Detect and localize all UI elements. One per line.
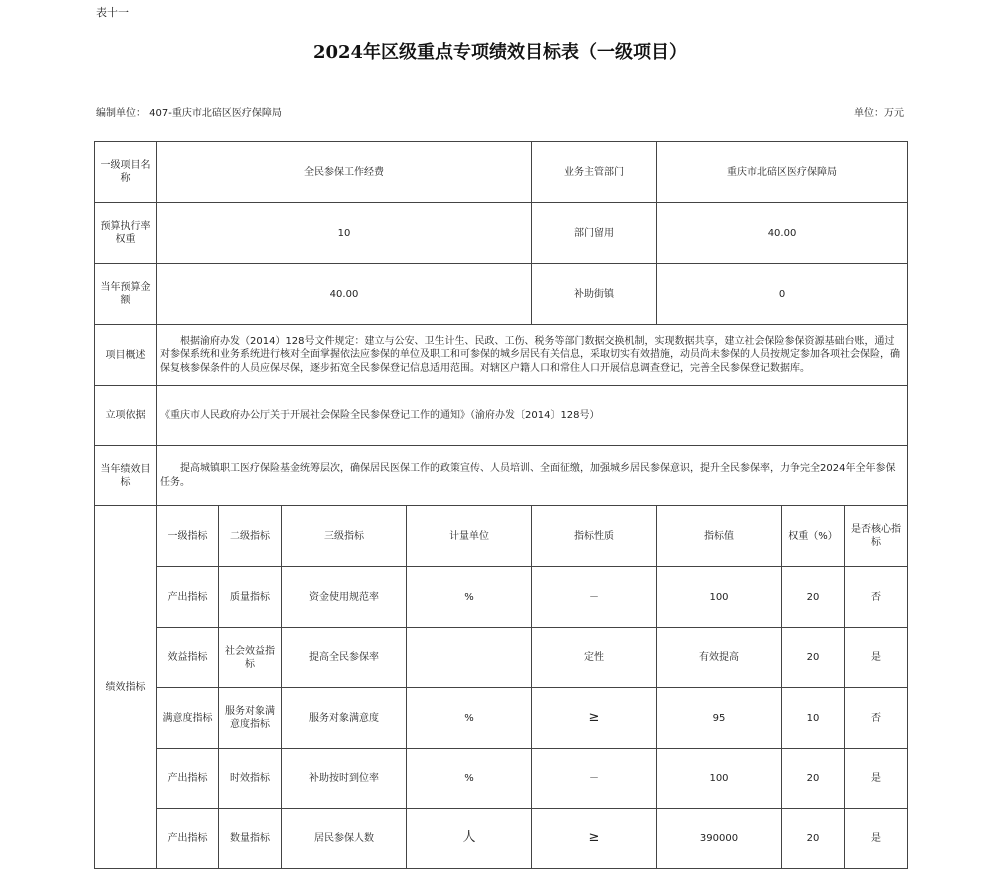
level2-cell: 时效指标 (219, 749, 282, 809)
target-value-cell: 100 (657, 567, 782, 628)
basis-text: 《重庆市人民政府办公厅关于开展社会保险全民参保登记工作的通知》（渝府办发〔2014〕128号） (157, 386, 908, 446)
weight-cell: 20 (782, 749, 845, 809)
column-header: 指标性质 (532, 506, 657, 567)
column-header: 是否核心指标 (845, 506, 908, 567)
performance-target-table (94, 141, 908, 869)
weight-label: 预算执行率权重 (95, 203, 157, 264)
dept-label: 业务主管部门 (532, 142, 657, 203)
column-header: 二级指标 (219, 506, 282, 567)
nature-cell: ≥ (532, 809, 657, 869)
info-row (95, 264, 908, 325)
unit-cell: % (407, 567, 532, 628)
level3-cell: 补助按时到位率 (282, 749, 407, 809)
level1-cell: 效益指标 (157, 628, 219, 688)
core-flag-cell: 是 (845, 749, 908, 809)
column-header: 三级指标 (282, 506, 407, 567)
weight-value: 10 (157, 203, 532, 264)
basis-label: 立项依据 (95, 386, 157, 446)
unit-cell: 人 (407, 809, 532, 869)
level3-cell: 居民参保人数 (282, 809, 407, 869)
goal-cell (157, 446, 908, 506)
column-header: 权重（%） (782, 506, 845, 567)
info-row (95, 203, 908, 264)
unit-cell (407, 628, 532, 688)
target-value-cell: 有效提高 (657, 628, 782, 688)
overview-label: 项目概述 (95, 325, 157, 386)
column-header: 一级指标 (157, 506, 219, 567)
level2-cell: 数量指标 (219, 809, 282, 869)
info-row (95, 386, 908, 446)
budget-value: 40.00 (157, 264, 532, 325)
info-row (95, 446, 908, 506)
target-value-cell: 95 (657, 688, 782, 749)
nature-cell: ≥ (532, 688, 657, 749)
unit-cell: % (407, 749, 532, 809)
level3-cell: 提高全民参保率 (282, 628, 407, 688)
core-flag-cell: 是 (845, 809, 908, 869)
level2-cell: 质量指标 (219, 567, 282, 628)
goal-text: 提高城镇职工医疗保险基金统筹层次，确保居民医保工作的政策宣传、人员培训、全面征缴，加强城乡居民参保意识，提升全民参保率，力争完全2024年全年参保任务。 (160, 463, 896, 488)
level1-cell: 产出指标 (157, 567, 219, 628)
project-name-label: 一级项目名称 (95, 142, 157, 203)
table-number-label: 表十一 (96, 6, 129, 19)
table-row (95, 749, 908, 809)
core-flag-cell: 否 (845, 567, 908, 628)
budget-label: 当年预算金额 (95, 264, 157, 325)
nature-cell: 定性 (532, 628, 657, 688)
info-row (95, 142, 908, 203)
project-name-value: 全民参保工作经费 (157, 142, 532, 203)
dept-retain-value: 40.00 (657, 203, 908, 264)
weight-cell: 10 (782, 688, 845, 749)
table-row (95, 628, 908, 688)
target-value-cell: 390000 (657, 809, 782, 869)
level3-cell: 资金使用规范率 (282, 567, 407, 628)
dept-retain-label: 部门留用 (532, 203, 657, 264)
level2-cell: 服务对象满意度指标 (219, 688, 282, 749)
target-value-cell: 100 (657, 749, 782, 809)
nature-cell: － (532, 567, 657, 628)
goal-label: 当年绩效目标 (95, 446, 157, 506)
weight-cell: 20 (782, 809, 845, 869)
core-flag-cell: 是 (845, 628, 908, 688)
unit-cell: % (407, 688, 532, 749)
dept-value: 重庆市北碚区医疗保障局 (657, 142, 908, 203)
overview-cell (157, 325, 908, 386)
weight-cell: 20 (782, 567, 845, 628)
level2-cell: 社会效益指标 (219, 628, 282, 688)
page-title: 2024年区级重点专项绩效目标表（一级项目） (312, 42, 688, 63)
column-header: 计量单位 (407, 506, 532, 567)
overview-text: 根据渝府办发（2014）128号文件规定：建立与公安、卫生计生、民政、工伤、税务等部门数据交换机制，实现数据共享，建立社会保险参保资源基础台账，通过对参保系统和业务系统进行核对全面掌握依法应参保的单位及职工和可参保的城乡居民有关信息，采取切实有效措施，动员尚未参保的人员按规定参加各项社会保险，确保复核参保条件的人员应保尽保，逐步拓宽全民参保登记信息适用范围。对辖区户籍人口和常住人口开展信息调查登记，完善全民参保登记数据库。 (160, 335, 900, 374)
weight-cell: 20 (782, 628, 845, 688)
level3-cell: 服务对象满意度 (282, 688, 407, 749)
level1-cell: 满意度指标 (157, 688, 219, 749)
level1-cell: 产出指标 (157, 749, 219, 809)
column-header: 指标值 (657, 506, 782, 567)
currency-unit: 单位：万元 (854, 108, 904, 119)
table-row (95, 809, 908, 869)
indicator-section-label: 绩效指标 (95, 506, 157, 869)
table-row (95, 567, 908, 628)
core-flag-cell: 否 (845, 688, 908, 749)
table-row (95, 688, 908, 749)
nature-cell: － (532, 749, 657, 809)
level1-cell: 产出指标 (157, 809, 219, 869)
indicator-header-row (95, 506, 908, 567)
info-row (95, 325, 908, 386)
subsidy-label: 补助街镇 (532, 264, 657, 325)
compiling-unit: 编制单位： 407-重庆市北碚区医疗保障局 (96, 108, 282, 119)
subsidy-value: 0 (657, 264, 908, 325)
